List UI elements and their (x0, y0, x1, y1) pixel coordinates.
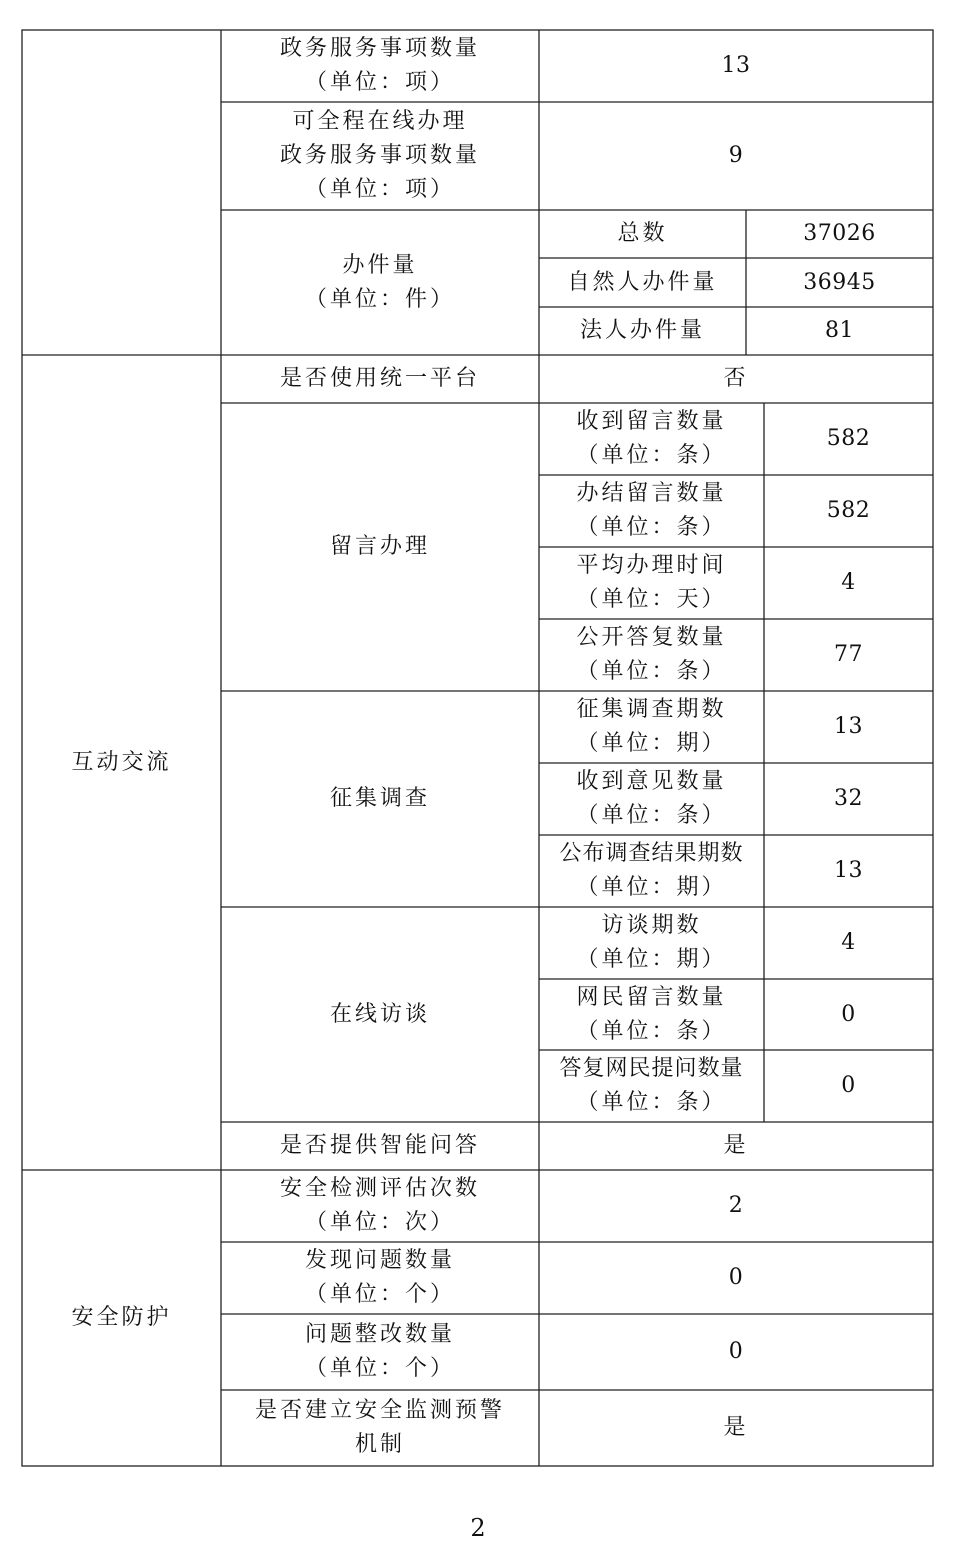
qa-value-cell (539, 1122, 933, 1170)
security-section-label (22, 1170, 221, 1466)
legal-label: 法人办件量 (579, 318, 705, 343)
total-value: 37026 (803, 221, 876, 246)
message-row-unit: （单位：天） (576, 587, 727, 612)
warning-label-line2: 机制 (354, 1432, 405, 1457)
legal-value-cell (746, 307, 933, 355)
interview-row-number: 0 (841, 1001, 856, 1027)
message-row-value (764, 475, 933, 547)
message-row-value (764, 547, 933, 619)
online-label-cell (221, 102, 539, 210)
security-row-value (539, 1314, 933, 1390)
survey-row-number: 13 (834, 858, 863, 883)
platform-label: 是否使用统一平台 (279, 366, 480, 391)
cases-label: 办件量 (342, 252, 418, 278)
survey-row-name: 公布调查结果期数 (559, 841, 744, 866)
interaction-section-label (22, 355, 221, 1170)
total-label: 总数 (617, 221, 668, 246)
message-row-number: 4 (841, 570, 856, 595)
message-row-value (764, 403, 933, 475)
message-row-label (539, 619, 764, 691)
security-row-label (221, 1170, 539, 1242)
page-number: 2 (470, 1514, 486, 1542)
message-row-name: 平均办理时间 (576, 553, 727, 578)
survey-row-number: 32 (834, 786, 863, 811)
platform-value: 否 (723, 366, 749, 391)
messages-label: 留言办理 (329, 534, 430, 559)
survey-row-value (764, 763, 933, 835)
items-value: 13 (721, 53, 751, 78)
security-row-unit: （单位：个） (304, 1356, 455, 1381)
security-row-name: 安全检测评估次数 (279, 1176, 480, 1201)
interview-row-unit: （单位：条） (576, 1090, 727, 1115)
security-row-number: 2 (728, 1193, 744, 1218)
security-row-number: 0 (728, 1265, 744, 1290)
platform-label-cell (221, 355, 539, 403)
total-value-cell (746, 210, 933, 258)
interview-row-value (764, 979, 933, 1050)
survey-row-label (539, 763, 764, 835)
security-row-label (221, 1314, 539, 1390)
message-row-number: 77 (834, 642, 863, 667)
natural-label-cell (539, 258, 746, 307)
qa-label-cell (221, 1122, 539, 1170)
message-row-unit: （单位：条） (576, 659, 727, 684)
security-row-unit: （单位：个） (304, 1282, 455, 1307)
qa-label: 是否提供智能问答 (279, 1133, 480, 1158)
warning-label-line1: 是否建立安全监测预警 (254, 1398, 505, 1423)
survey-row-value (764, 691, 933, 763)
security-row-name: 发现问题数量 (304, 1248, 455, 1273)
survey-row-name: 征集调查期数 (576, 697, 727, 722)
security-row-unit: （单位：次） (304, 1210, 455, 1235)
legal-label-cell (539, 307, 746, 355)
online-unit: （单位：项） (304, 177, 455, 202)
message-row-name: 办结留言数量 (576, 481, 727, 506)
message-row-label (539, 547, 764, 619)
online-value-cell (539, 102, 933, 210)
warning-label-cell (221, 1390, 539, 1466)
interview-row-number: 4 (841, 930, 856, 955)
interview-row-label (539, 1050, 764, 1122)
message-row-value (764, 619, 933, 691)
message-row-name: 收到留言数量 (576, 409, 727, 434)
survey-row-unit: （单位：期） (576, 731, 727, 756)
qa-value: 是 (723, 1133, 749, 1158)
message-row-unit: （单位：条） (576, 515, 727, 540)
interview-row-name: 答复网民提问数量 (559, 1056, 744, 1081)
message-row-label (539, 475, 764, 547)
messages-group-label (221, 403, 539, 691)
natural-label: 自然人办件量 (567, 269, 718, 295)
cases-label-cell (221, 210, 539, 355)
online-label-line1: 可全程在线办理 (292, 109, 468, 134)
interview-row-unit: （单位：条） (576, 1018, 727, 1044)
security-row-name: 问题整改数量 (304, 1322, 455, 1347)
survey-row-value (764, 835, 933, 907)
survey-row-label (539, 835, 764, 907)
cases-unit: （单位：件） (304, 286, 455, 312)
online-label-line2: 政务服务事项数量 (279, 143, 480, 168)
security-row-number: 0 (728, 1339, 744, 1364)
security-row-value (539, 1242, 933, 1314)
message-row-unit: （单位：条） (576, 443, 727, 468)
interview-row-label (539, 907, 764, 979)
survey-row-name: 收到意见数量 (576, 769, 727, 794)
security-section-title: 安全防护 (71, 1305, 172, 1330)
interview-row-number: 0 (841, 1073, 856, 1098)
warning-value: 是 (723, 1415, 749, 1440)
interview-row-value (764, 1050, 933, 1122)
survey-row-number: 13 (834, 714, 863, 739)
platform-value-cell (539, 355, 933, 403)
interview-row-value (764, 907, 933, 979)
total-label-cell (539, 210, 746, 258)
survey-row-unit: （单位：期） (576, 875, 727, 900)
interview-row-unit: （单位：期） (576, 947, 727, 972)
security-row-value (539, 1170, 933, 1242)
interview-row-label (539, 979, 764, 1050)
message-row-label (539, 403, 764, 475)
security-row-label (221, 1242, 539, 1314)
items-unit: （单位：项） (304, 70, 455, 95)
interview-label: 在线访谈 (329, 1001, 430, 1027)
items-value-cell (539, 30, 933, 102)
online-value: 9 (728, 143, 744, 168)
items-label: 政务服务事项数量 (279, 36, 480, 61)
natural-value-cell (746, 258, 933, 307)
message-row-name: 公开答复数量 (576, 625, 727, 650)
interview-row-name: 访谈期数 (601, 913, 702, 938)
survey-group-label (221, 691, 539, 907)
interview-group-label (221, 907, 539, 1122)
interview-row-name: 网民留言数量 (576, 984, 727, 1010)
natural-value: 36945 (803, 269, 876, 295)
legal-value: 81 (825, 318, 854, 343)
survey-label: 征集调查 (329, 786, 430, 811)
items-label-cell (221, 30, 539, 102)
survey-row-label (539, 691, 764, 763)
message-row-number: 582 (826, 426, 871, 451)
survey-row-unit: （单位：条） (576, 803, 727, 828)
interaction-section-title: 互动交流 (71, 749, 172, 775)
warning-value-cell (539, 1390, 933, 1466)
message-row-number: 582 (826, 498, 871, 523)
